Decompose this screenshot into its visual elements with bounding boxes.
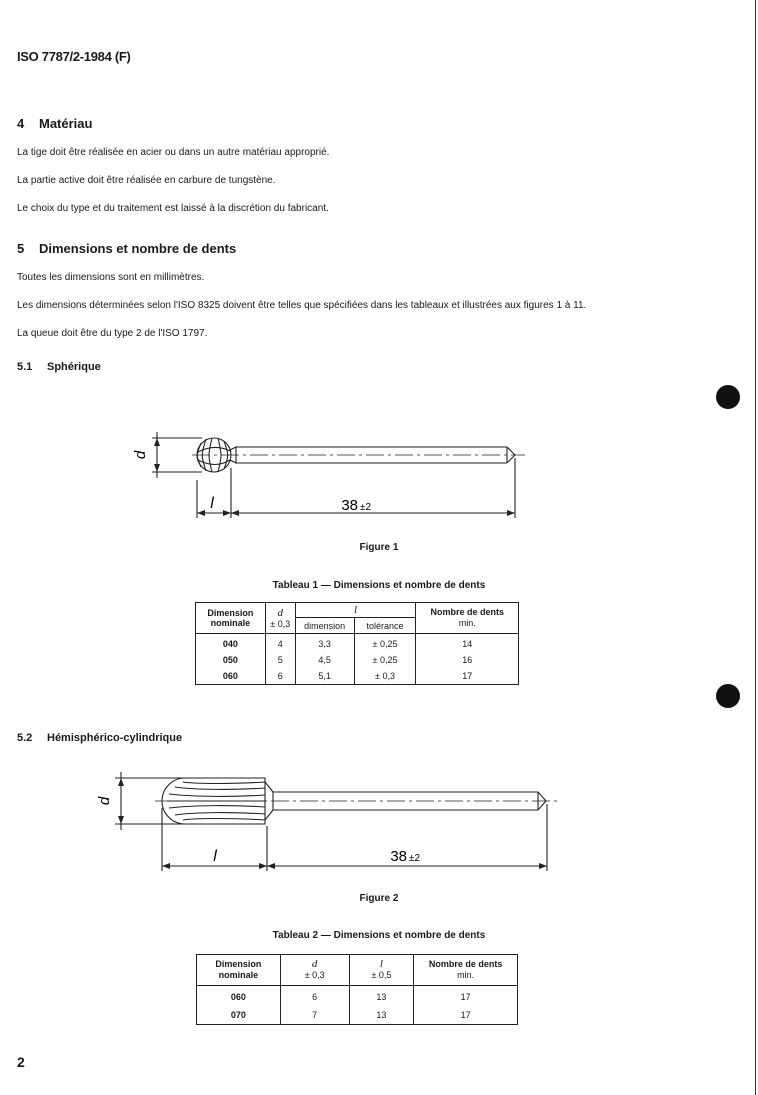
subsection-title: Sphérique [47,361,101,373]
header-l: l [295,603,416,618]
table-1-title: Tableau 1 — Dimensions et nombre de dents [272,580,486,591]
figure-2-drawing [95,768,560,873]
header-teeth: Nombre de dents min. [414,955,518,986]
dim-label-tolerance: ±2 [360,502,372,513]
subsection-5-1-heading [17,361,101,373]
section-title: Matériau [39,116,93,131]
subsection-title: Hémisphérico-cylindrique [47,732,183,744]
subsection-number: 5.2 [17,732,33,744]
section-number: 5 [17,241,25,256]
header-d: d ± 0,3 [280,955,349,986]
section-number: 4 [17,116,25,131]
header-teeth: Nombre de dents min. [416,603,519,634]
punch-hole-bottom [716,684,740,708]
dim-label-l: l [210,495,214,512]
paragraph: La partie active doit être réalisée en carbure de tungstène. [17,175,276,186]
dim-label-d: d [96,796,113,806]
table-2 [196,954,518,1025]
table-row: 050 5 4,5 ± 0,25 16 [196,652,519,668]
figure-1-caption: Figure 1 [359,542,399,553]
document-id: ISO 7787/2-1984 (F) [17,49,131,64]
table-row: 060 6 5,1 ± 0,3 17 [196,668,519,685]
dim-label-length: 38 [390,848,407,865]
table-row: 070 7 13 17 [197,1006,518,1025]
table-row: 060 6 13 17 [197,986,518,1007]
section-5-heading [17,241,236,256]
dim-label-d: d [132,450,149,460]
header-l: l ± 0,5 [349,955,414,986]
figure-2-caption: Figure 2 [359,893,399,904]
table-row: 040 4 3,3 ± 0,25 14 [196,634,519,653]
paragraph: Toutes les dimensions sont en millimètres. [17,272,205,283]
dim-label-l: l [213,848,217,865]
table-1 [195,602,519,685]
paragraph: Le choix du type et du traitement est laissé à la discrétion du fabricant. [17,203,329,214]
subsection-number: 5.1 [17,361,33,373]
figure-1-drawing [130,420,530,530]
section-4-heading [17,116,92,131]
table-2-title: Tableau 2 — Dimensions et nombre de dents [272,930,486,941]
page-number: 2 [17,1054,25,1070]
paragraph: Les dimensions déterminées selon l'ISO 8325 doivent être telles que spécifiées dans les tableaux et illustrées aux figures 1 à 11. [17,300,587,311]
header-dimension: Dimension nominale [197,955,281,986]
paragraph: La tige doit être réalisée en acier ou dans un autre matériau approprié. [17,147,330,158]
paragraph: La queue doit être du type 2 de l'ISO 1797. [17,328,208,339]
header-d: d ± 0,3 [265,603,295,634]
header-l-tolerance: tolérance [354,618,416,634]
punch-hole-top [716,385,740,409]
header-l-dimension: dimension [295,618,354,634]
header-dimension: Dimension nominale [196,603,266,634]
subsection-5-2-heading [17,732,182,744]
dim-label-tolerance: ±2 [409,853,421,864]
dim-label-length: 38 [341,497,358,514]
section-title: Dimensions et nombre de dents [39,241,237,256]
